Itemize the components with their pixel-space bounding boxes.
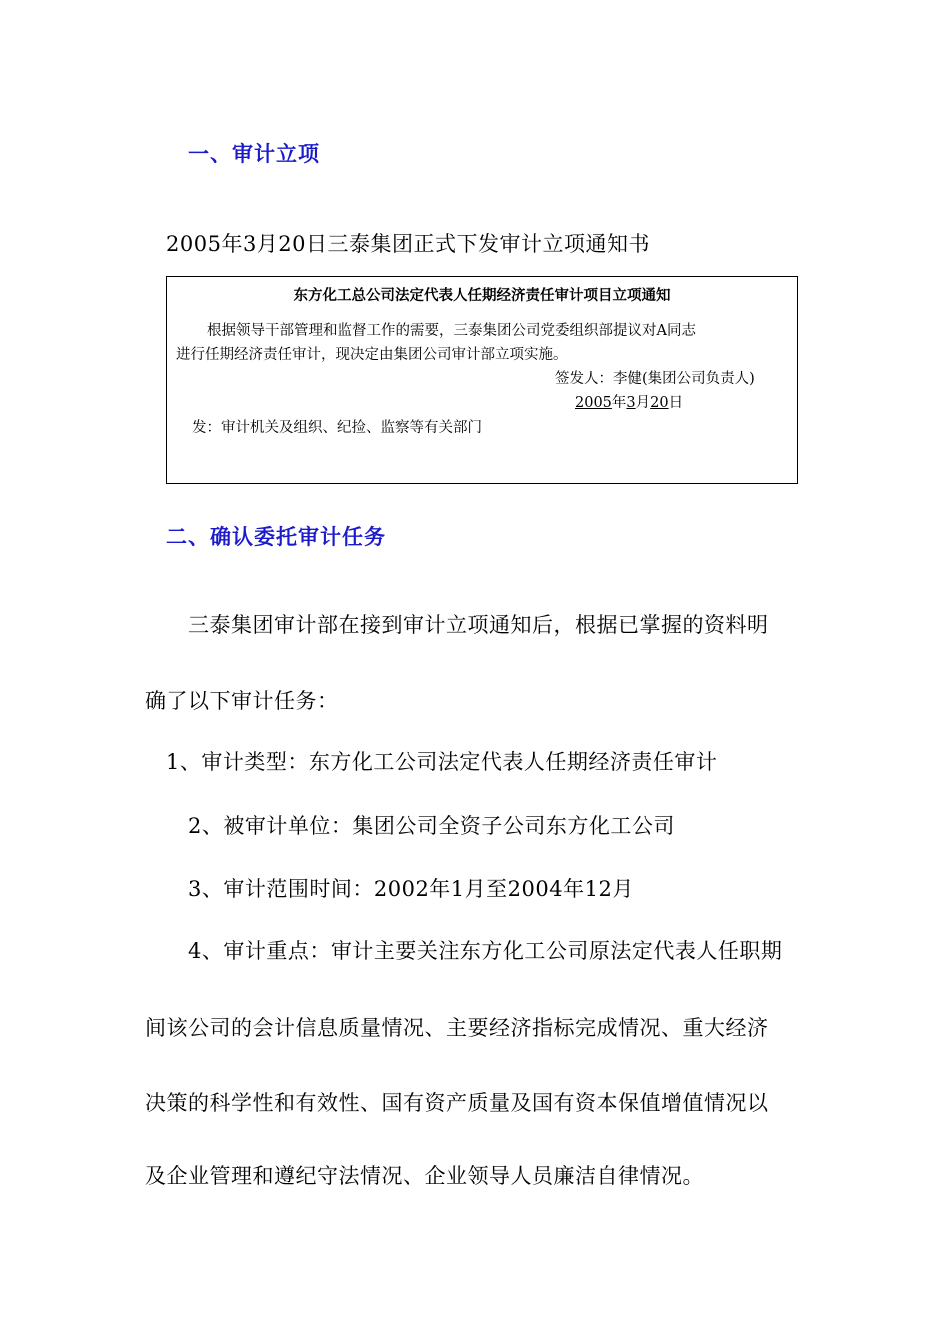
section1-heading: 一、审计立项 [188, 142, 320, 166]
section2-heading: 二、确认委托审计任务 [166, 525, 386, 549]
notice-date-day: 20 [650, 395, 669, 411]
task-item-2: 2、被审计单位：集团公司全资子公司东方化工公司 [188, 814, 675, 838]
section2-para-line2: 确了以下审计任务： [145, 689, 339, 713]
notice-date-month: 3 [626, 395, 636, 411]
notice-box [166, 276, 798, 484]
task-item-4-line3: 决策的科学性和有效性、国有资产质量及国有资本保值增值情况以 [145, 1091, 769, 1115]
notice-date-month-unit: 月 [635, 395, 651, 411]
notice-date-year: 2005 [575, 395, 612, 411]
task-item-4-line4: 及企业管理和遵纪守法情况、企业领导人员廉洁自律情况。 [145, 1164, 704, 1188]
notice-body-line2: 进行任期经济责任审计，现决定由集团公司审计部立项实施。 [176, 347, 568, 363]
section2-para-line1: 三泰集团审计部在接到审计立项通知后，根据已掌握的资料明 [188, 613, 769, 637]
task-item-1: 1、审计类型：东方化工公司法定代表人任期经济责任审计 [166, 750, 718, 774]
notice-body-line1: 根据领导干部管理和监督工作的需要，三泰集团公司党委组织部提议对A同志 [207, 323, 696, 339]
notice-distribution: 发：审计机关及组织、纪捡、监察等有关部门 [192, 420, 482, 436]
notice-date [575, 391, 683, 412]
section1-intro: 2005年3月20日三泰集团正式下发审计立项通知书 [166, 232, 651, 256]
notice-signer: 签发人：李健(集团公司负责人) [555, 371, 755, 387]
task-item-3: 3、审计范围时间：2002年1月至2004年12月 [188, 877, 634, 901]
task-item-4-line1: 4、审计重点：审计主要关注东方化工公司原法定代表人任职期 [188, 939, 783, 963]
notice-date-year-unit: 年 [611, 395, 627, 411]
notice-title: 东方化工总公司法定代表人任期经济责任审计项目立项通知 [293, 288, 671, 304]
notice-date-day-unit: 日 [668, 395, 684, 411]
task-item-4-line2: 间该公司的会计信息质量情况、主要经济指标完成情况、重大经济 [145, 1016, 769, 1040]
